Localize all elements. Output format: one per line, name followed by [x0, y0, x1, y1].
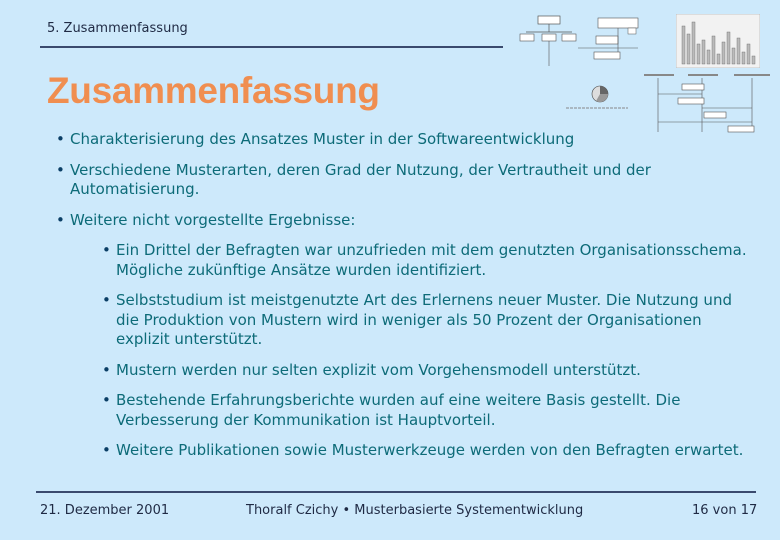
header-rule	[40, 46, 503, 48]
bullet-text: Mustern werden nur selten explizit vom Vorgehensmodell unterstützt.	[116, 360, 641, 379]
bullet-text: Ein Drittel der Befragten war unzufrieden mit dem genutzten Organisationsschema. Mögliche zukünftige Ansätze wurden identifiziert.	[116, 241, 747, 279]
sequence-diagram-thumbnail	[642, 72, 774, 134]
bullet-dot-icon: •	[102, 291, 111, 309]
bullet-dot-icon: •	[102, 360, 111, 379]
sub-bullet-item	[100, 241, 754, 280]
bullet-item	[54, 130, 754, 150]
bullet-item	[54, 161, 754, 200]
footer-date: 21. Dezember 2001	[40, 503, 170, 518]
bullet-text: Weitere Publikationen sowie Musterwerkzeuge werden von den Befragten erwartet.	[116, 441, 744, 459]
footer-author-title: Thoralf Czichy • Musterbasierte Systementwicklung	[246, 503, 584, 518]
page-number: 16 von 17	[692, 503, 758, 518]
section-label: 5. Zusammenfassung	[47, 21, 188, 36]
page-title: Zusammenfassung	[47, 70, 380, 111]
bullet-dot-icon: •	[56, 160, 65, 179]
bullet-text: Weitere nicht vorgestellte Ergebnisse:	[70, 210, 356, 229]
bullet-dot-icon: •	[56, 130, 65, 148]
footer-rule	[36, 491, 756, 493]
bullet-list	[54, 130, 754, 472]
bullet-text: Charakterisierung des Ansatzes Muster in der Softwareentwicklung	[70, 130, 575, 148]
bullet-text: Verschiedene Musterarten, deren Grad der Nutzung, der Vertrautheit und der Automatisierung.	[70, 160, 651, 198]
sub-bullet-item	[100, 391, 754, 430]
pie-chart-thumbnail	[566, 82, 628, 112]
sub-bullet-item	[100, 441, 754, 461]
bullet-dot-icon: •	[56, 210, 65, 229]
bullet-dot-icon: •	[102, 441, 111, 459]
sub-bullet-item	[100, 291, 754, 350]
bullet-text: Bestehende Erfahrungsberichte wurden auf eine weitere Basis gestellt. Die Verbesserung der Kommunikation ist Hauptvorteil.	[116, 391, 681, 429]
bullet-item	[54, 211, 754, 231]
sub-bullet-item	[100, 361, 754, 381]
bar-chart-thumbnail	[676, 14, 760, 68]
bullet-dot-icon: •	[102, 391, 111, 409]
diagram-thumbnail	[518, 14, 646, 70]
bullet-text: Selbststudium ist meistgenutzte Art des Erlernens neuer Muster. Die Nutzung und die Produktion von Mustern wird in weniger als 50 Prozent der Organisationen explizit unterstützt.	[116, 291, 732, 348]
bullet-dot-icon: •	[102, 241, 111, 259]
